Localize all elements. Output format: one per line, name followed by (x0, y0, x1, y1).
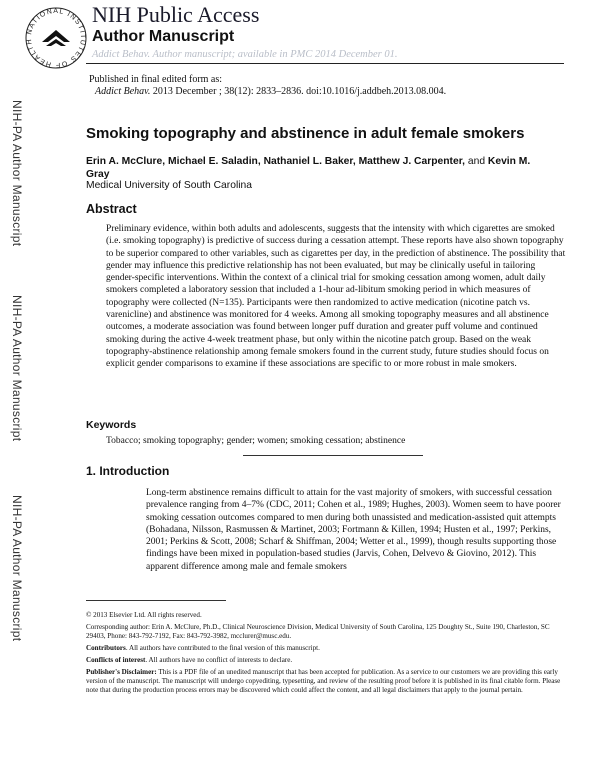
journal-name: Addict Behav. (95, 86, 151, 97)
availability-note: Addict Behav. Author manuscript; available in PMC 2014 December 01. (92, 49, 398, 60)
banner-subtitle: Author Manuscript (92, 28, 235, 45)
corresponding-author-note: Corresponding author: Erin A. McClure, Ph.D., Clinical Neuroscience Division, Medical University of South Carolina, 125 Doughty St., Suite 190, Charleston, SC 29403, Phone: 843-792-7192, Fax: 843-792-3982, mcclurer@musc.edu. (86, 623, 550, 641)
sidebar-label: NIH-PA Author Manuscript (10, 495, 24, 642)
footnote-divider (86, 600, 226, 601)
banner-title: NIH Public Access (92, 2, 260, 27)
author-list (86, 155, 556, 181)
intro-body: Long-term abstinence remains difficult to attain for the vast majority of smokers, with successful cessation prevalence ranging from 4–7% (CDC, 2011; Cohen et al., 1989; Hughes, 2003). Women seem to have poorer smoking cessation outcomes compared to men during both unassisted and medication-assisted quit attempts (Bohadana, Nilsson, Rasmussen & Martinet, 2003; Fortmann & Killen, 1994; Husten et al., 1997; Perkins, 2001; Perkins & Scott, 2008; Scharf & Shiffman, 2004; Wetter et al., 1999), though results supporting those findings have been mixed in population-based studies (Jarvis, Cohen, Delvevo & Giovino, 2012). This apparent difference among male and female smokers (146, 488, 561, 572)
abstract-heading: Abstract (86, 202, 137, 216)
disclaimer-label: Publisher's Disclaimer: (86, 668, 157, 676)
contributors-text: . All authors have contributed to the final version of this manuscript. (125, 644, 320, 652)
disclaimer-text: This is a PDF file of an unedited manuscript that has been accepted for publication. As a service to our customers we are providing this early version of the manuscript. The manuscript will undergo copyediting, typesetting, and review of the resulting proof before it is published in its final citable form. Please note that during the production process errors may be discovered which could affect the content, and all legal disclaimers that apply to the journal pertain. (86, 668, 561, 695)
authors-last: Kevin M. Gray (86, 156, 531, 180)
conflicts-text: . All authors have no conflict of interests to declare. (145, 656, 293, 664)
article-title: Smoking topography and abstinence in adult female smokers (86, 125, 525, 142)
citation (95, 86, 446, 97)
intro-heading: 1. Introduction (86, 464, 170, 478)
authors-and: and (465, 156, 488, 167)
logo-ring-text: NATIONAL INSTITUTES OF HEALTH (25, 7, 87, 69)
conflicts-note (86, 656, 566, 665)
contributors-note (86, 644, 566, 653)
contributors-label: Contributors (86, 644, 126, 652)
citation-details: 2013 December ; 38(12): 2833–2836. doi:10.1016/j.addbeh.2013.08.004. (150, 86, 447, 97)
affiliation: Medical University of South Carolina (86, 180, 252, 191)
sidebar-label: NIH-PA Author Manuscript (10, 100, 24, 247)
disclaimer-note (86, 668, 566, 696)
hhs-eagle-icon (42, 30, 70, 46)
header-divider (86, 63, 564, 64)
keywords-divider (243, 455, 423, 456)
conflicts-label: Conflicts of interest (86, 656, 146, 664)
nih-logo (24, 6, 88, 70)
published-label: Published in final edited form as: (89, 74, 223, 85)
abstract-body: Preliminary evidence, within both adults and adolescents, suggests that the intensity with which cigarettes are smoked (i.e. smoking topography) is predictive of success during a cessation attempt. These reports have also shown topography to be superior compared to other variables, such as cigarettes per day, in the prediction of abstinence. The possibility that gender may influence this predictive relationship has not been evaluated, but may be clinically useful in tailoring gender-specific interventions. Within the context of a clinical trial for smoking cessation among women, adult daily smokers completed a laboratory session that included a 1-hour ad-libitum smoking period in which measures of topography were collected (N=135). Participants were then randomized to active medication (nicotine patch vs. varenicline) and abstinence was monitored for 4 weeks. Among all smoking topography measures and all abstinence outcomes, a moderate association was found between longer puff duration and greater puff volume and continued smoking during the active 4-week treatment phase, but only within the nicotine patch group. Based on the weak topography-abstinence relationship among female smokers found in the current study, future studies should focus on explicit gender comparisons to examine if these associations are specific to or more robust in male smokers. (106, 224, 566, 370)
sidebar-label: NIH-PA Author Manuscript (10, 295, 24, 442)
authors-main: Erin A. McClure, Michael E. Saladin, Nathaniel L. Baker, Matthew J. Carpenter, (86, 156, 465, 167)
keywords-heading: Keywords (86, 419, 137, 431)
keywords-list: Tobacco; smoking topography; gender; women; smoking cessation; abstinence (106, 436, 406, 446)
copyright-note: © 2013 Elsevier Ltd. All rights reserved. (86, 611, 202, 619)
